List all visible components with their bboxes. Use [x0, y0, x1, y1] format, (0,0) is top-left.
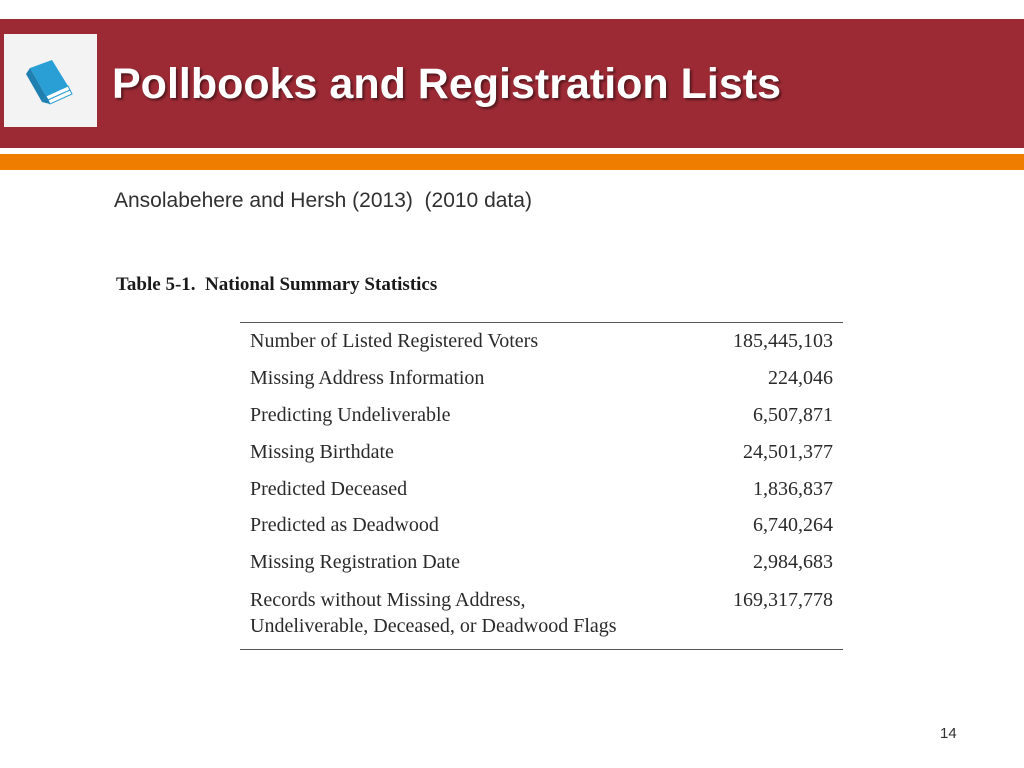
table-caption: Table 5-1. National Summary Statistics	[116, 274, 438, 295]
row-label: Predicted as Deadwood	[250, 514, 439, 537]
table-row	[240, 581, 843, 650]
row-label: Missing Address Information	[250, 367, 485, 390]
table-row	[240, 397, 843, 434]
summary-statistics-table	[240, 322, 843, 650]
table-row	[240, 323, 843, 360]
row-value: 169,317,778	[733, 588, 833, 611]
source-citation: Ansolabehere and Hersh (2013) (2010 data)	[114, 189, 532, 212]
table-row	[240, 507, 843, 544]
row-label: Missing Registration Date	[250, 551, 460, 574]
accent-rule	[0, 154, 1024, 170]
table-row	[240, 360, 843, 397]
page-title: Pollbooks and Registration Lists	[112, 60, 781, 108]
book-icon	[24, 56, 78, 106]
row-label: Missing Birthdate	[250, 440, 394, 463]
logo	[4, 34, 97, 127]
row-value: 185,445,103	[733, 330, 833, 353]
table-row	[240, 470, 843, 507]
page-number: 14	[940, 725, 957, 742]
row-value: 24,501,377	[743, 440, 833, 463]
row-value: 6,507,871	[753, 403, 833, 426]
row-value: 224,046	[768, 367, 833, 390]
table-row	[240, 433, 843, 470]
row-label: Number of Listed Registered Voters	[250, 330, 539, 353]
table-row	[240, 544, 843, 581]
row-label: Predicted Deceased	[250, 477, 408, 500]
row-label: Predicting Undeliverable	[250, 403, 451, 426]
row-value: 2,984,683	[753, 551, 833, 574]
row-value: 1,836,837	[753, 477, 833, 500]
row-label: Records without Missing Address, Undeliverable, Deceased, or Deadwood Flags	[250, 588, 617, 637]
row-value: 6,740,264	[753, 514, 833, 537]
